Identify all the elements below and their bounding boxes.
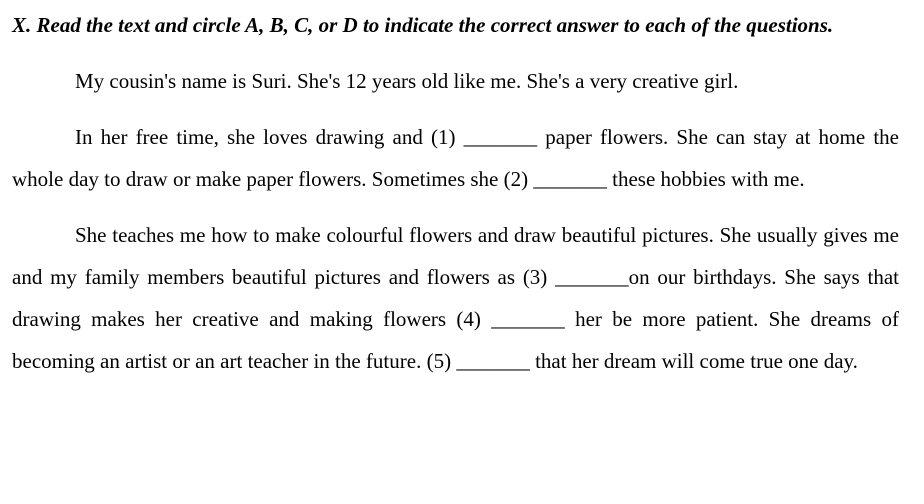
paragraph-2-text-c: these hobbies with me. [606, 167, 805, 191]
paragraph-2-text-a: In her free time, she loves drawing and [75, 125, 432, 149]
paragraph-3 [12, 214, 899, 382]
blank-4: (4) _______ [456, 307, 565, 331]
blank-1: (1) _______ [431, 125, 538, 149]
paragraph-3-text-d: that her dream will come true one day. [529, 349, 858, 373]
paragraph-2 [12, 116, 899, 200]
blank-5: (5) _______ [426, 349, 530, 373]
paragraph-3-text-c: her be more patient. She dreams of becoming an artist or an art teacher in the future. [12, 307, 899, 373]
paragraph-2-text-b: paper flowers. She can stay at home the whole day to draw or make paper flowers. Sometimes she [12, 125, 899, 191]
paragraph-3-text-b: on our birthdays. She says that drawing makes her creative and making flowers [12, 265, 899, 331]
paragraph-3-text-a: She teaches me how to make colourful flowers and draw beautiful pictures. She usually gives me and my family members beautiful pictures and flowers as [12, 223, 899, 289]
reading-exercise [12, 0, 899, 382]
exercise-instruction: X. Read the text and circle A, B, C, or D to indicate the correct answer to each of the questions. [12, 13, 834, 37]
blank-3: (3) _______ [522, 265, 629, 289]
blank-2: (2) _______ [503, 167, 607, 191]
paragraph-1: My cousin's name is Suri. She's 12 years old like me. She's a very creative girl. [75, 69, 739, 93]
